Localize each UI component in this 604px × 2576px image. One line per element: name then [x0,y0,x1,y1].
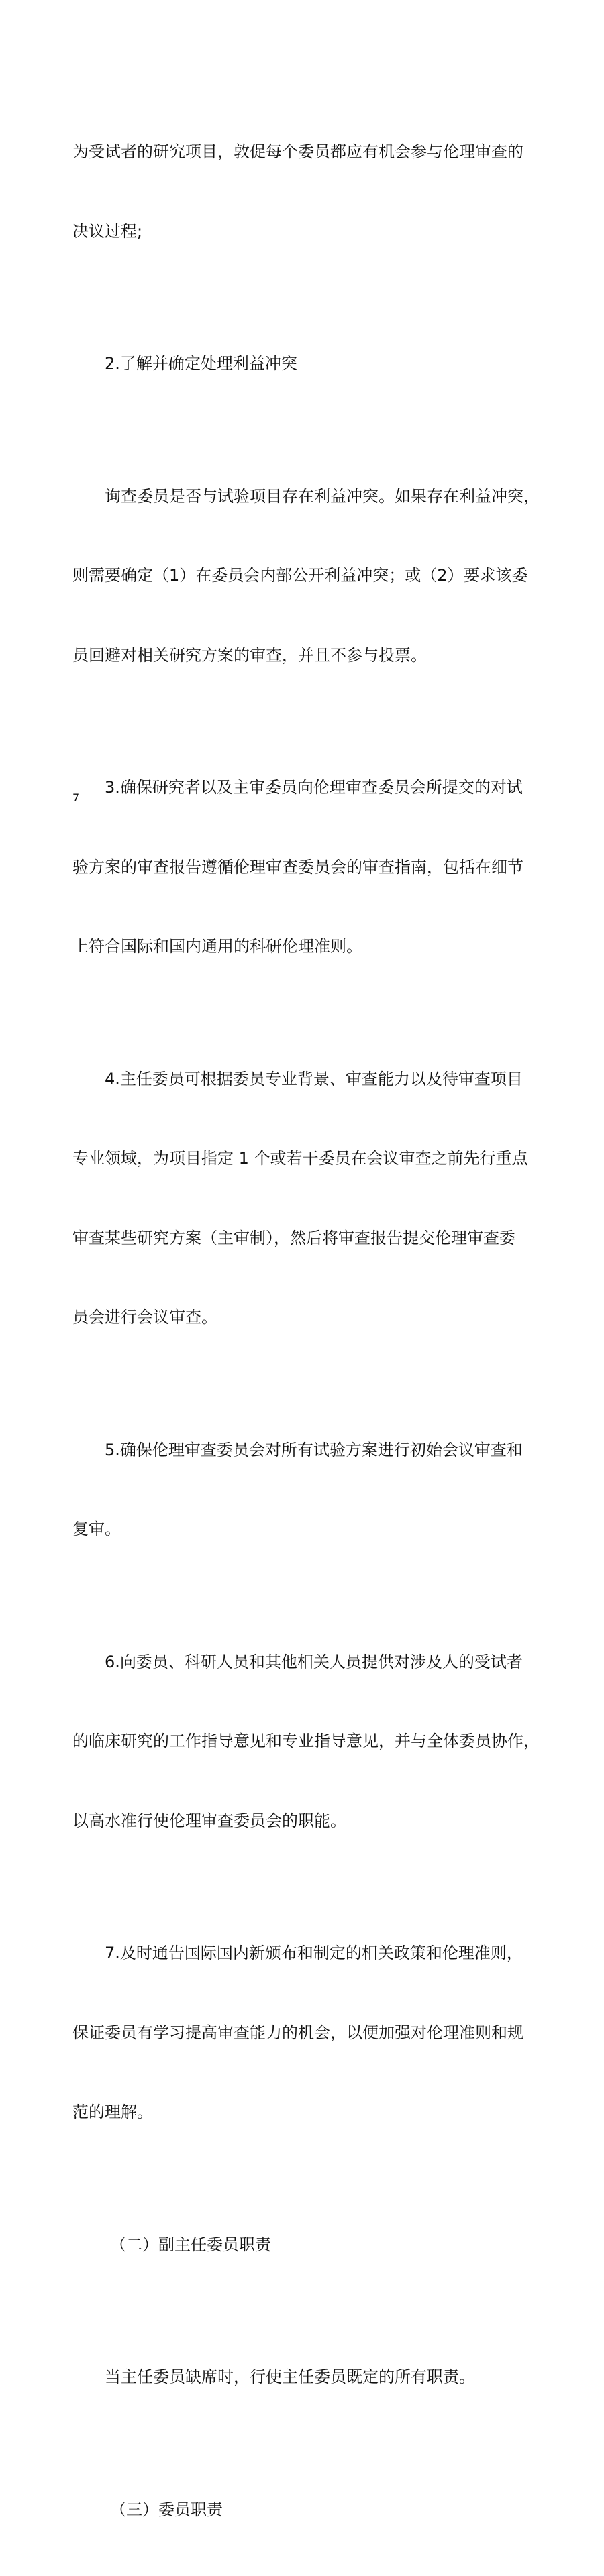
text-line: 当主任委员缺席时，行使主任委员既定的所有职责。 [72,2364,542,2391]
text-line: 保证委员有学习提高审查能力的机会，以便加强对伦理准则和规 [72,2020,542,2047]
text-line: 4.主任委员可根据委员专业背景、审查能力以及待审查项目 [72,1066,542,1093]
text-line: 决议过程; [72,219,542,245]
paragraph-continuation [72,86,542,298]
text-line: 验方案的审查报告遵循伦理审查委员会的审查指南，包括在细节 [72,854,542,881]
text-line: （二）副主任委员职责 [72,2232,542,2259]
text-line: 5.确保伦理审查委员会对所有试验方案进行初始会议审查和 [72,1437,542,1464]
text-line: 专业领域，为项目指定 1 个或若干委员在会议审查之前先行重点 [72,1145,542,1172]
section-2-body [72,2311,542,2444]
item-5-paragraph [72,1384,542,1596]
item-3-paragraph [72,722,542,1013]
page-number: 7 [72,791,79,805]
text-line: 询查委员是否与试验项目存在利益冲突。如果存在利益冲突， [72,484,542,510]
text-line: 2.了解并确定处理利益冲突 [72,351,542,378]
text-line: 员回避对相关研究方案的审查，并且不参与投票。 [72,642,542,669]
item-4-paragraph [72,1013,542,1384]
text-line: 员会进行会议审查。 [72,1304,542,1331]
text-line: 的临床研究的工作指导意见和专业指导意见，并与全体委员协作， [72,1728,542,1755]
text-line: 以高水准行使伦理审查委员会的职能。 [72,1808,542,1835]
text-line: （三）委员职责 [72,2497,542,2524]
text-line: 审查某些研究方案（主审制），然后将审查报告提交伦理审查委 [72,1225,542,1252]
text-line: 上符合国际和国内通用的科研伦理准则。 [72,934,542,960]
text-line: 为受试者的研究项目，敦促每个委员都应有机会参与伦理审查的 [72,139,542,166]
text-line: 复审。 [72,1516,542,1543]
section-3-heading [72,2444,542,2576]
item-2-body [72,431,542,722]
text-line: 则需要确定（1）在委员会内部公开利益冲突；或（2）要求该委 [72,563,542,590]
item-7-paragraph [72,1887,542,2179]
section-2-heading [72,2179,542,2312]
document-body [72,86,542,2576]
text-line: 3.确保研究者以及主审委员向伦理审查委员会所提交的对试 [72,775,542,801]
text-line: 6.向委员、科研人员和其他相关人员提供对涉及人的受试者 [72,1649,542,1676]
item-2-heading [72,298,542,431]
text-line: 范的理解。 [72,2099,542,2126]
document-page [0,0,604,854]
text-line: 7.及时通告国际国内新颁布和制定的相关政策和伦理准则， [72,1940,542,1967]
item-6-paragraph [72,1596,542,1888]
